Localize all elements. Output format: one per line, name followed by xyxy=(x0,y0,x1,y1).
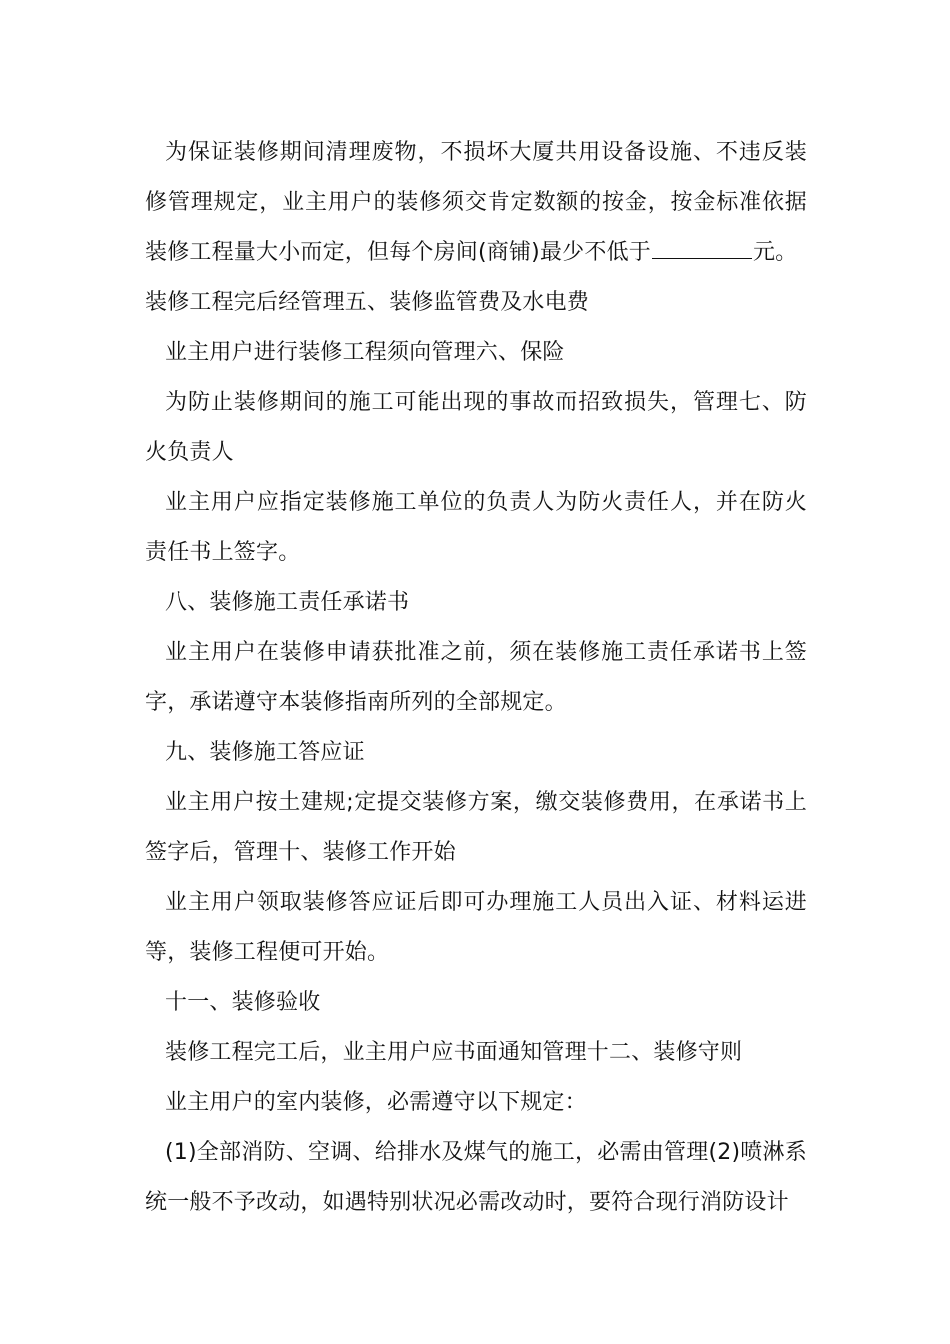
paragraph-deposit xyxy=(145,128,807,278)
paragraph: 业主用户的室内装修，必需遵守以下规定： xyxy=(165,1090,587,1115)
paragraph: 业主用户进行装修工程须向管理六、保险 xyxy=(165,340,565,365)
paragraph: 业主用户应指定装修施工单位的负责人为防火责任人，并在防火责任书上签字。 xyxy=(145,490,807,565)
document-body xyxy=(145,128,807,1228)
paragraph: 为防止装修期间的施工可能出现的事故而招致损失，管理七、防火负责人 xyxy=(145,390,807,465)
section-heading: 十一、装修验收 xyxy=(165,990,321,1015)
paragraph-deposit-unit: 元。 xyxy=(752,240,798,265)
paragraph: (1)全部消防、空调、给排水及煤气的施工，必需由管理(2)喷淋系统一般不予改动，如遇特别状况必需改动时，要符合现行消防设计 xyxy=(145,1140,807,1215)
section-heading: 九、装修施工答应证 xyxy=(165,740,365,765)
paragraph: 业主用户按土建规;定提交装修方案，缴交装修费用，在承诺书上签字后，管理十、装修工作开始 xyxy=(145,790,807,865)
section-heading: 八、装修施工责任承诺书 xyxy=(165,590,410,615)
paragraph-deposit-text: 为保证装修期间清理废物，不损坏大厦共用设备设施、不违反装修管理规定，业主用户的装修须交肯定数额的按金，按金标准依据装修工程量大小而定，但每个房间(商铺)最少不低于 xyxy=(145,140,807,265)
paragraph: 装修工程完后经管理五、装修监管费及水电费 xyxy=(145,290,590,315)
paragraph: 业主用户领取装修答应证后即可办理施工人员出入证、材料运进等，装修工程便可开始。 xyxy=(145,890,807,965)
paragraph: 业主用户在装修申请获批准之前，须在装修施工责任承诺书上签字，承诺遵守本装修指南所列的全部规定。 xyxy=(145,640,807,715)
amount-blank-line xyxy=(652,228,752,259)
paragraph: 装修工程完工后，业主用户应书面通知管理十二、装修守则 xyxy=(165,1040,743,1065)
